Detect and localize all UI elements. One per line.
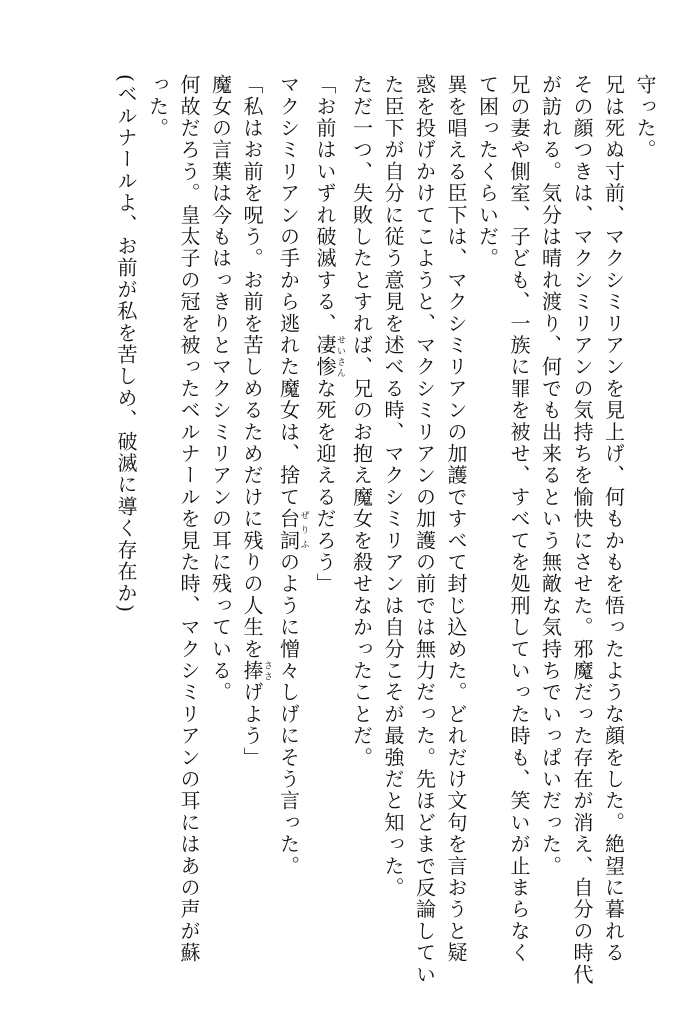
text-line-curse-2 (272, 74, 309, 984)
ruby-word (240, 659, 272, 682)
ruby-reading: ぜりふ (298, 508, 309, 552)
text-line-curse-3 (236, 74, 273, 984)
text-line: が訪れる。気分は晴れ渡り、何でも出来るという無敵な気持ちでいっぱいだった。 (538, 74, 563, 877)
text-line: 兄は死ぬ寸前、マクシミリアンを見上げ、何もかもを悟ったような顔をした。絶望に暮れる (601, 74, 626, 964)
ruby-reading: せいさん (335, 334, 345, 378)
ruby-reading: ささ (262, 659, 272, 682)
text-line: 惑を投げかけてこようと、マクシミリアンの加護の前では無力だった。先ほどまで反論してい (412, 74, 437, 986)
ruby-word (276, 508, 309, 552)
ruby-base: 捧 (240, 659, 264, 682)
line-segment: 「私はお前を呪う。お前を苦しめるためだけに残りの人生を (240, 74, 264, 660)
text-line: その顔つきは、マクシミリアンの気持ちを愉快にさせた。邪魔だった存在が消え、自分の時代 (570, 74, 594, 986)
text-line: (ベルナールよ、お前が私を苦しめ、破滅に導く存在か) (114, 74, 138, 614)
text-line: 兄の妻や側室、子ども、一族に罪を被せ、すべてを処刑していった時も、笑いが止まらなく (507, 74, 531, 964)
line-segment: マクシミリアンの手から逃れた魔女は、捨て (276, 74, 301, 508)
text-line: 魔女の言葉は今もはっきりとマクシミリアンの耳に残っている。 (208, 74, 233, 704)
vertical-text-body (110, 74, 661, 984)
ruby-base: 凄惨 (313, 334, 337, 378)
line-segment: のように憎々しげにそう言った。 (276, 551, 301, 877)
text-line: 何故だろう。皇太子の冠を被ったベルナールを見た時、マクシミリアンの耳にはあの声が蘇 (177, 74, 201, 964)
text-line: った。 (145, 74, 170, 140)
text-line-curse-1 (309, 74, 346, 984)
text-line: ただ一つ、失敗したとすれば、兄のお抱え魔女を殺せなかったことだ。 (349, 74, 374, 769)
line-segment: な死を迎えるだろう」 (313, 377, 337, 595)
ruby-word (313, 334, 345, 378)
line-segment: 「お前はいずれ破滅する、 (313, 74, 337, 335)
text-line: 異を唱える臣下は、マクシミリアンの加護ですべて封じ込めた。どれだけ文句を言おうと疑 (444, 74, 468, 964)
line-segment: げよう」 (240, 681, 264, 769)
ruby-base: 台詞 (276, 508, 301, 552)
text-line: 守った。 (633, 74, 657, 161)
text-line: て困ったくらいだ。 (475, 74, 500, 270)
text-line: た臣下が自分に従う意見を述べる時、マクシミリアンは自分こそが最強だと知った。 (381, 74, 405, 899)
